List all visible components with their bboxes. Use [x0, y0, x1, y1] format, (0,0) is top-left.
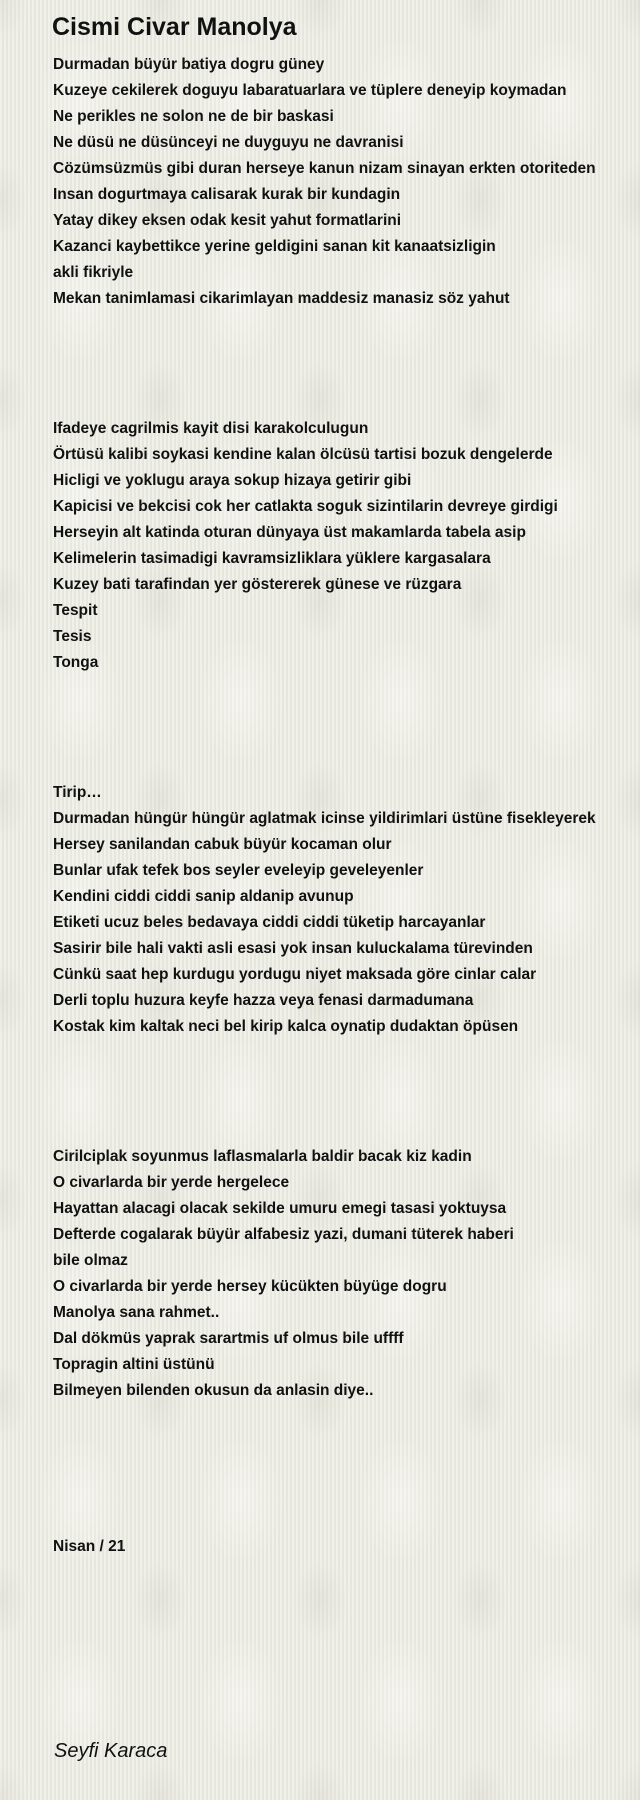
poem-line: Tonga	[53, 654, 99, 671]
poem-line: Durmadan hüngür hüngür aglatmak icinse yildirimlari üstüne fisekleyerek	[53, 810, 596, 827]
poem-line: Insan dogurtmaya calisarak kurak bir kundagin	[53, 186, 401, 203]
poem-line: Ifadeye cagrilmis kayit disi karakolculugun	[53, 420, 369, 437]
stanza-spacer	[53, 1404, 633, 1534]
poem-line: Örtüsü kalibi soykasi kendine kalan ölcüsü tartisi bozuk dengelerde	[53, 446, 553, 463]
poem-line: Hayattan alacagi olacak sekilde umuru emegi tasasi yoktuysa	[53, 1200, 507, 1217]
poem-line: Hicligi ve yoklugu araya sokup hizaya getirir gibi	[53, 472, 412, 489]
poem-line: Dal dökmüs yaprak sarartmis uf olmus bile uffff	[53, 1330, 404, 1347]
author-name: Seyfi Karaca	[54, 1740, 168, 1762]
poem-line: Kelimelerin tasimadigi kavramsizliklara yüklere kargasalara	[53, 550, 491, 567]
poem-line: Derli toplu huzura keyfe hazza veya fenasi darmadumana	[53, 992, 474, 1009]
poem-title: Cismi Civar Manolya	[52, 13, 297, 41]
stanza-1	[53, 52, 633, 312]
poem-line: Bilmeyen bilenden okusun da anlasin diye..	[53, 1382, 374, 1399]
poem-line: Yatay dikey eksen odak kesit yahut formatlarini	[53, 212, 402, 229]
poem-line: Manolya sana rahmet..	[53, 1304, 220, 1321]
poem-line: Etiketi ucuz beles bedavaya ciddi ciddi tüketip harcayanlar	[53, 914, 486, 931]
poem-line: Tesis	[53, 628, 92, 645]
poem-body	[53, 52, 633, 1560]
poem-line: O civarlarda bir yerde hergelece	[53, 1174, 290, 1191]
poem-line: Topragin altini üstünü	[53, 1356, 215, 1373]
stanza-2	[53, 416, 633, 676]
stanza-3	[53, 780, 633, 1040]
poem-line: Hersey sanilandan cabuk büyür kocaman olur	[53, 836, 392, 853]
poem-line: Defterde cogalarak büyür alfabesiz yazi, dumani tüterek haberi	[53, 1226, 514, 1243]
poem-line: Kazanci kaybettikce yerine geldigini sanan kit kanaatsizligin	[53, 238, 496, 255]
poem-line: Sasirir bile hali vakti asli esasi yok insan kuluckalama türevinden	[53, 940, 533, 957]
poem-date: Nisan / 21	[53, 1538, 126, 1555]
poem-line: Kostak kim kaltak neci bel kirip kalca oynatip dudaktan öpüsen	[53, 1018, 519, 1035]
poem-line: Kuzey bati tarafindan yer göstererek günese ve rüzgara	[53, 576, 462, 593]
poem-line: Kendini ciddi ciddi sanip aldanip avunup	[53, 888, 354, 905]
poem-line: Tirip…	[53, 784, 102, 801]
poem-line: Mekan tanimlamasi cikarimlayan maddesiz manasiz söz yahut	[53, 290, 510, 307]
stanza-spacer	[53, 676, 633, 780]
poem-line: Bunlar ufak tefek bos seyler eveleyip geveleyenler	[53, 862, 424, 879]
poem-line: akli fikriyle	[53, 264, 134, 281]
poem-line: Cirilciplak soyunmus laflasmalarla baldir bacak kiz kadin	[53, 1148, 472, 1165]
poem-line: Cünkü saat hep kurdugu yordugu niyet maksada göre cinlar calar	[53, 966, 537, 983]
stanza-4	[53, 1144, 633, 1404]
stanza-spacer	[53, 312, 633, 416]
poem-line: Kuzeye cekilerek doguyu labaratuarlara ve tüplere deneyip koymadan	[53, 82, 567, 99]
poem-line: Kapicisi ve bekcisi cok her catlakta soguk sizintilarin devreye girdigi	[53, 498, 558, 515]
poem-line: Cözümsüzmüs gibi duran herseye kanun nizam sinayan erkten otoriteden	[53, 160, 596, 177]
stanza-spacer	[53, 1040, 633, 1144]
poem-line: Ne düsü ne düsünceyi ne duyguyu ne davranisi	[53, 134, 404, 151]
poem-line: Ne perikles ne solon ne de bir baskasi	[53, 108, 334, 125]
poem-line: O civarlarda bir yerde hersey kücükten büyüge dogru	[53, 1278, 447, 1295]
poem-line: Durmadan büyür batiya dogru güney	[53, 56, 325, 73]
poem-line: bile olmaz	[53, 1252, 128, 1269]
poem-line: Herseyin alt katinda oturan dünyaya üst makamlarda tabela asip	[53, 524, 526, 541]
poem-line: Tespit	[53, 602, 98, 619]
